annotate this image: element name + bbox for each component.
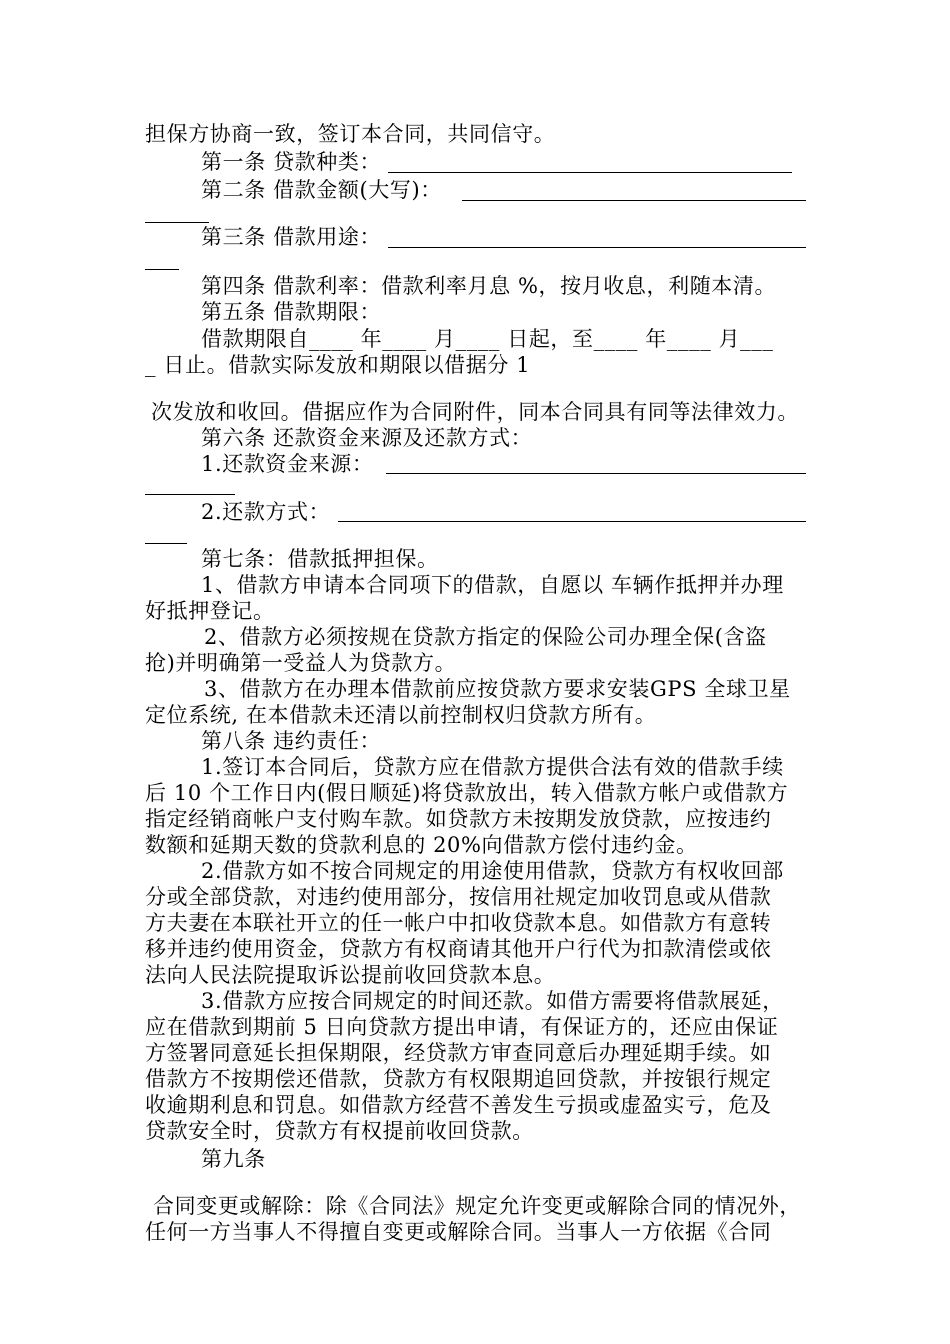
text-line: _ 日止。借款实际发放和期限以借据分 1 [145,353,531,377]
text-line: 第五条 借款期限： [201,300,382,324]
blank-underline [338,521,806,522]
text-line: 借款期限自____ 年____ 月____ 日起，至____ 年____ 月___ [201,327,774,351]
text-line: 第六条 还款资金来源及还款方式： [201,426,533,450]
text-line: 担保方协商一致，签订本合同，共同信守。 [145,122,556,146]
text-line: 1.签订本合同后，贷款方应在借款方提供合法有效的借款手续 [201,755,784,779]
text-line: 借款方不按期偿还借款，贷款方有权限期追回贷款，并按银行规定 [145,1067,772,1091]
text-line: 数额和延期天数的贷款利息的 20%向借款方偿付违约金。 [145,833,698,857]
text-line: 2.借款方如不按合同规定的用途使用借款，贷款方有权收回部 [201,859,784,883]
text-line: 次发放和收回。借据应作为合同附件，同本合同具有同等法律效力。 [151,400,799,424]
text-line: 方签署同意延长担保期限，经贷款方审查同意后办理延期手续。如 [145,1041,772,1065]
text-line: 第一条 贷款种类： [201,150,382,174]
text-line: 1.还款资金来源： [201,452,374,476]
blank-underline [386,473,806,474]
text-line: 定位系统, 在本借款未还清以前控制权归贷款方所有。 [145,703,657,727]
text-line: 第八条 违约责任： [201,729,382,753]
blank-underline [388,247,806,248]
blank-underline [145,494,235,495]
text-line: 移并违约使用资金，贷款方有权商请其他开户行代为扣款清偿或依 [145,937,772,961]
text-line: 第三条 借款用途： [201,225,382,249]
text-line: 后 10 个工作日内(假日顺延)将贷款放出，转入借款方帐户或借款方 [145,781,789,805]
text-line: 1、借款方申请本合同项下的借款，自愿以 车辆作抵押并办理 [201,573,784,597]
text-line: 收逾期利息和罚息。如借款方经营不善发生亏损或虚盈实亏，危及 [145,1093,772,1117]
text-line: 任何一方当事人不得擅自变更或解除合同。当事人一方依据《合同 [145,1220,772,1244]
blank-underline [145,222,209,223]
text-line: 好抵押登记。 [145,599,275,623]
text-line: 2、借款方必须按规在贷款方指定的保险公司办理全保(含盗 [204,625,767,649]
blank-underline [462,200,806,201]
text-line: 抢)并明确第一受益人为贷款方。 [145,651,457,675]
blank-underline [145,543,187,544]
text-line: 方夫妻在本联社开立的任一帐户中扣收贷款本息。如借款方有意转 [145,911,772,935]
text-line: 贷款安全时，贷款方有权提前收回贷款。 [145,1119,534,1143]
blank-underline [145,269,179,270]
text-line: 应在借款到期前 5 日向贷款方提出申请，有保证方的，还应由保证 [145,1015,779,1039]
text-line: 分或全部贷款，对违约使用部分，按信用社规定加收罚息或从借款 [145,885,772,909]
text-line: 3、借款方在办理本借款前应按贷款方要求安装GPS 全球卫星 [204,677,791,701]
blank-underline [388,172,792,173]
text-line: 第七条：借款抵押担保。 [201,547,439,571]
text-line: 3.借款方应按合同规定的时间还款。如借方需要将借款展延， [201,989,784,1013]
text-line: 指定经销商帐户支付购车款。如贷款方未按期发放贷款，应按违约 [145,807,772,831]
text-line: 第四条 借款利率：借款利率月息 %，按月收息，利随本清。 [201,274,777,298]
text-line: 法向人民法院提取诉讼提前收回贷款本息。 [145,963,556,987]
text-line: 合同变更或解除：除《合同法》规定允许变更或解除合同的情况外， [153,1194,801,1218]
text-line: 2.还款方式： [201,500,331,524]
text-line: 第二条 借款金额(大写)： [201,178,442,202]
text-line: 第九条 [201,1147,266,1171]
